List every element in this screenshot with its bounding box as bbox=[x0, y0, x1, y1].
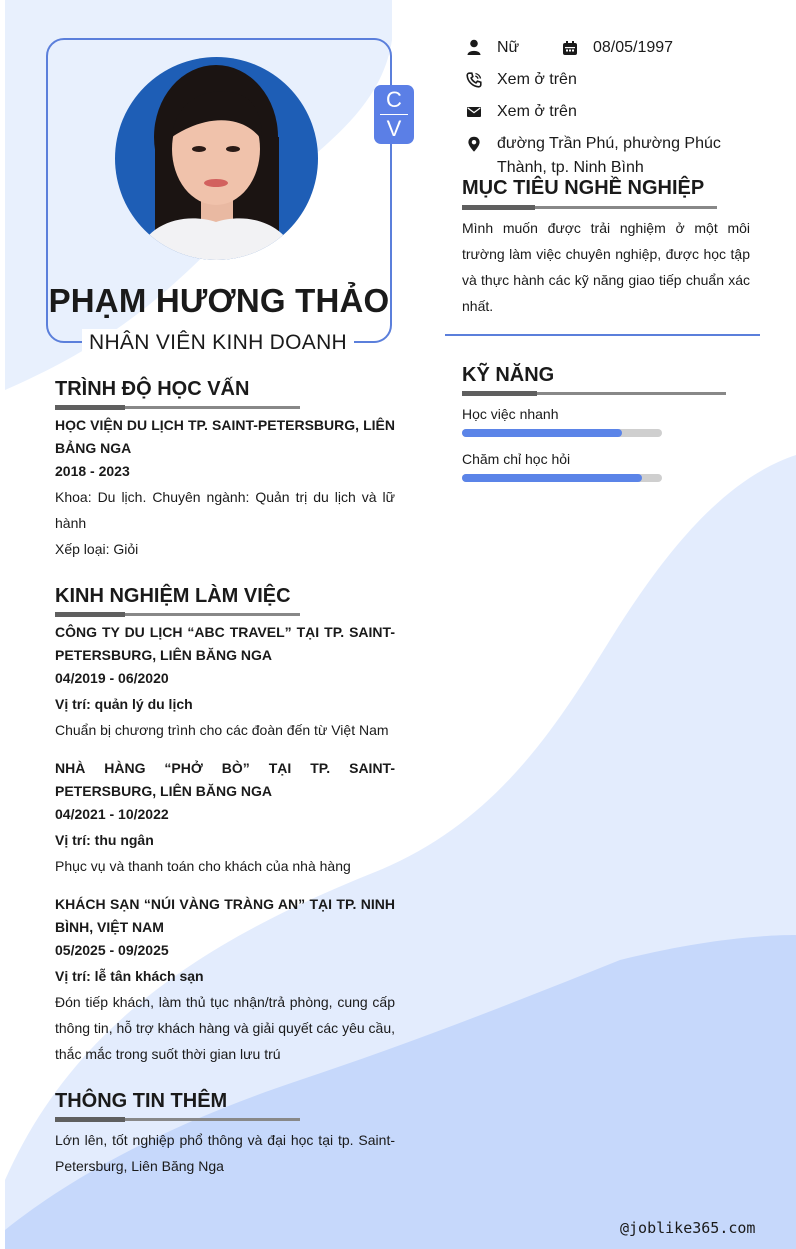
job-company: KHÁCH SẠN “NÚI VÀNG TRÀNG AN” TẠI TP. NINH BÌNH, VIỆT NAM bbox=[55, 896, 395, 935]
calendar-icon bbox=[562, 40, 578, 56]
job-position: Vị trí: quản lý du lịch bbox=[55, 696, 193, 712]
additional-text: Lớn lên, tốt nghiệp phổ thông và đại học tại tp. Saint-Petersburg, Liên Băng Nga bbox=[55, 1132, 395, 1174]
education-school: HỌC VIỆN DU LỊCH TP. SAINT-PETERSBURG, LIÊN BẢNG NGA bbox=[55, 417, 395, 456]
education-years: 2018 - 2023 bbox=[55, 463, 130, 479]
map-pin-icon bbox=[466, 136, 482, 152]
skills-heading-underline bbox=[462, 392, 726, 395]
job-period: 05/2025 - 09/2025 bbox=[55, 942, 169, 958]
skill-bar bbox=[462, 474, 662, 482]
job-description: Chuẩn bị chương trình cho các đoàn đến từ Việt Nam bbox=[55, 722, 389, 738]
cv-badge-letter-v: V bbox=[386, 116, 402, 141]
education-grade: Xếp loại: Giỏi bbox=[55, 541, 139, 557]
phone-icon bbox=[466, 72, 482, 88]
skill-bar bbox=[462, 429, 662, 437]
education-heading-underline bbox=[55, 406, 300, 409]
cv-badge bbox=[374, 85, 414, 144]
right-divider bbox=[445, 334, 760, 336]
objective-text: Mình muốn được trải nghiệm ở một môi trường làm việc chuyên nghiệp, được học tập và thực hành các kỹ năng giao tiếp chuẩn xác nhất. bbox=[462, 220, 750, 314]
additional-heading-underline bbox=[55, 1118, 300, 1121]
phone-value: Xem ở trên bbox=[497, 71, 577, 88]
skills-heading: KỸ NĂNG bbox=[462, 364, 555, 386]
skill-label: Chăm chỉ học hỏi bbox=[462, 451, 571, 467]
education-heading: TRÌNH ĐỘ HỌC VẤN bbox=[55, 378, 250, 400]
job-title: NHÂN VIÊN KINH DOANH bbox=[88, 331, 348, 354]
job-title-wrap bbox=[82, 329, 354, 357]
job-period: 04/2021 - 10/2022 bbox=[55, 806, 169, 822]
gender-value: Nữ bbox=[497, 39, 520, 56]
job-period: 04/2019 - 06/2020 bbox=[55, 670, 169, 686]
objective-heading-underline bbox=[462, 206, 717, 209]
skill-label: Học việc nhanh bbox=[462, 406, 559, 422]
job-position: Vị trí: lễ tân khách sạn bbox=[55, 968, 204, 984]
job-company: NHÀ HÀNG “PHỞ BÒ” TẠI TP. SAINT-PETERSBURG, LIÊN BĂNG NGA bbox=[55, 760, 395, 799]
objective-heading: MỤC TIÊU NGHỀ NGHIỆP bbox=[462, 177, 705, 199]
job-company: CÔNG TY DU LỊCH “ABC TRAVEL” TẠI TP. SAINT-PETERSBURG, LIÊN BĂNG NGA bbox=[55, 624, 395, 663]
birthday-value: 08/05/1997 bbox=[593, 39, 674, 56]
job-description: Đón tiếp khách, làm thủ tục nhận/trả phòng, cung cấp thông tin, hỗ trợ khách hàng và giải quyết các yêu cầu, thắc mắc trong suốt thời gian lưu trú bbox=[55, 994, 395, 1062]
person-icon bbox=[466, 39, 482, 55]
address-line-1: đường Trần Phú, phường Phúc bbox=[497, 135, 721, 152]
experience-heading-underline bbox=[55, 613, 300, 616]
skill-bar-fill bbox=[462, 429, 622, 437]
mail-icon bbox=[466, 104, 482, 120]
education-major: Khoa: Du lịch. Chuyên ngành: Quản trị du lịch và lữ hành bbox=[55, 489, 395, 531]
cv-badge-letter-c: C bbox=[386, 87, 402, 112]
address-line-2: Thành, tp. Ninh Bình bbox=[497, 159, 644, 176]
skill-bar-fill bbox=[462, 474, 642, 482]
candidate-name: PHẠM HƯƠNG THẢO bbox=[48, 282, 390, 319]
experience-heading: KINH NGHIỆM LÀM VIỆC bbox=[55, 585, 291, 607]
profile-photo bbox=[115, 57, 318, 260]
email-value: Xem ở trên bbox=[497, 103, 577, 120]
job-description: Phục vụ và thanh toán cho khách của nhà hàng bbox=[55, 858, 351, 874]
additional-heading: THÔNG TIN THÊM bbox=[55, 1090, 228, 1112]
footer-watermark: @joblike365.com bbox=[620, 1219, 756, 1237]
job-position: Vị trí: thu ngân bbox=[55, 832, 154, 848]
